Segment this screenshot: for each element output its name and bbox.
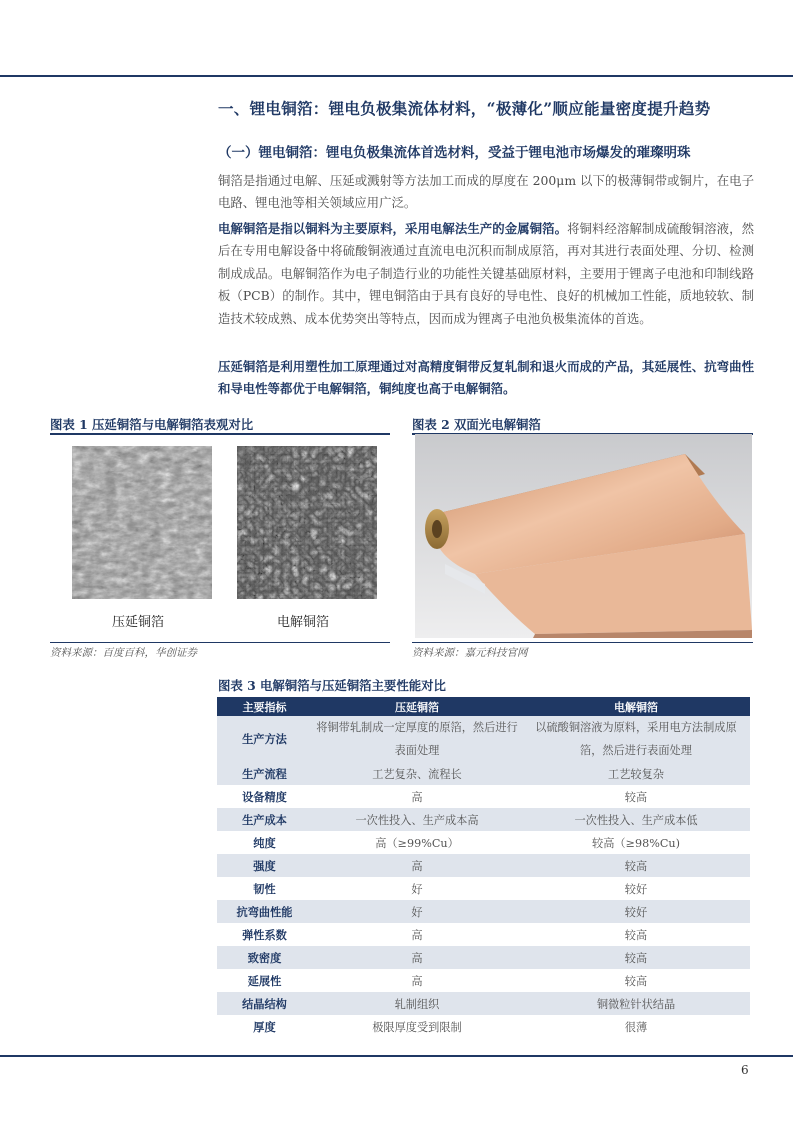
table-row <box>217 1015 750 1038</box>
rolled-foil-value: 轧制组织 <box>312 992 522 1015</box>
rolled-foil-value: 高 <box>411 790 423 804</box>
electrolytic-foil-value: 铜微粒针状结晶 <box>522 992 750 1015</box>
figure2-title: 图表 2 双面光电解铜箔 <box>412 417 541 432</box>
row-label: 厚度 <box>253 1019 276 1034</box>
row-label: 纯度 <box>253 835 276 850</box>
table-header-row <box>217 697 750 716</box>
subsection-title: （一）锂电铜箔：锂电负极集流体首选材料，受益于锂电池市场爆发的璀璨明珠 <box>218 145 691 161</box>
row-label: 设备精度 <box>242 789 287 804</box>
figure1-title-rule <box>50 433 390 435</box>
electrolytic-foil-value: 以硫酸铜溶液为原料，采用电方法制成原箔，然后进行表面处理 <box>522 716 750 762</box>
copper-foil-roll-photo <box>415 434 752 638</box>
electrolytic-foil-sem-image <box>237 446 377 599</box>
performance-comparison-table <box>217 697 750 1038</box>
row-label: 弹性系数 <box>242 927 287 942</box>
paragraph-electrolytic-foil <box>218 218 754 330</box>
row-label: 延展性 <box>247 973 282 988</box>
rolled-foil-value: 高 <box>312 854 522 877</box>
row-label: 致密度 <box>217 946 312 969</box>
table-row <box>217 877 750 900</box>
row-label: 结晶结构 <box>217 992 312 1015</box>
row-label: 生产成本 <box>217 808 312 831</box>
rolled-foil-value: 高 <box>411 928 423 942</box>
table-row <box>217 969 750 992</box>
table-row <box>217 762 750 785</box>
electrolytic-foil-value: 较高 <box>624 974 648 988</box>
row-label: 生产方法 <box>217 716 312 762</box>
figure1-title: 图表 1 压延铜箔与电解铜箔表观对比 <box>50 417 254 432</box>
rolled-foil-value: 好 <box>411 882 423 896</box>
figure3-title: 图表 3 电解铜箔与压延铜箔主要性能对比 <box>218 678 446 693</box>
rolled-foil-value: 将铜带轧制成一定厚度的原箔，然后进行表面处理 <box>312 716 522 762</box>
rolled-foil-value: 高（≥99%Cu） <box>375 836 459 850</box>
electrolytic-foil-value: 较高（≥98%Cu) <box>592 836 680 850</box>
footer-rule <box>0 1055 793 1057</box>
figure1-source-rule <box>50 642 390 643</box>
rolled-foil-value: 好 <box>312 900 522 923</box>
rolled-foil-value: 高 <box>312 946 522 969</box>
table-row <box>217 946 750 969</box>
page-number: 6 <box>741 1063 749 1077</box>
header-indicator: 主要指标 <box>217 697 312 716</box>
header-rule <box>0 75 793 77</box>
electrolytic-foil-value: 一次性投入、生产成本低 <box>522 808 750 831</box>
electrolytic-foil-value: 较好 <box>624 882 648 896</box>
table-row <box>217 854 750 877</box>
paragraph-rolled-foil: 压延铜箔是利用塑性加工原理通过对高精度铜带反复轧制和退火而成的产品，其延展性、抗弯曲性和导电性等都优于电解铜箔，铜纯度也高于电解铜箔。 <box>218 359 754 397</box>
electrolytic-foil-value: 很薄 <box>624 1020 648 1034</box>
rolled-foil-value: 极限厚度受到限制 <box>372 1020 462 1034</box>
table-row <box>217 992 750 1015</box>
header-electrolytic-foil: 电解铜箔 <box>522 697 750 716</box>
figure2-source: 资料来源：嘉元科技官网 <box>412 647 528 659</box>
rolled-foil-sem-image <box>72 446 212 599</box>
rolled-foil-value: 高 <box>411 974 423 988</box>
table-row <box>217 785 750 808</box>
table-row <box>217 923 750 946</box>
table-row <box>217 831 750 854</box>
electrolytic-foil-value: 工艺较复杂 <box>522 762 750 785</box>
electrolytic-foil-value: 较好 <box>522 900 750 923</box>
figure2-source-rule <box>412 642 753 643</box>
electrolytic-foil-value: 较高 <box>624 928 648 942</box>
electrolytic-foil-value: 较高 <box>624 790 648 804</box>
figure1-source: 资料来源：百度百科，华创证券 <box>50 647 197 659</box>
row-label: 生产流程 <box>217 762 312 785</box>
rolled-foil-label: 压延铜箔 <box>112 615 165 630</box>
header-rolled-foil: 压延铜箔 <box>312 697 522 716</box>
table-row <box>217 716 750 762</box>
electrolytic-foil-value: 较高 <box>522 946 750 969</box>
paragraph-body: 将铜料经溶解制成硫酸铜溶液，然后在专用电解设备中将硫酸铜液通过直流电电沉积而制成原箔，再对其进行表面处理、分切、检测制成成品。电解铜箔作为电子制造行业的功能性关键基础原材料，主要用于锂离子电池和印制线路板（PCB）的制作。其中，锂电铜箔由于具有良好的导电性、良好的机械加工性能，质地较软、制造技术较成熟、成本优势突出等特点，因而成为锂离子电池负极集流体的首选。 <box>218 221 755 326</box>
row-label: 抗弯曲性能 <box>217 900 312 923</box>
paragraph-lead-sentence: 电解铜箔是指以铜料为主要原料，采用电解法生产的金属铜箔。 <box>218 221 568 236</box>
row-label: 强度 <box>217 854 312 877</box>
electrolytic-foil-label: 电解铜箔 <box>277 615 330 630</box>
row-label: 韧性 <box>253 881 276 896</box>
electrolytic-foil-value: 较高 <box>522 854 750 877</box>
table-row <box>217 808 750 831</box>
rolled-foil-value: 工艺复杂、流程长 <box>312 762 522 785</box>
paragraph-copper-foil-definition: 铜箔是指通过电解、压延或溅射等方法加工而成的厚度在 200μm 以下的极薄铜带或铜片，在电子电路、锂电池等相关领域应用广泛。 <box>218 173 754 211</box>
table-row <box>217 900 750 923</box>
section-title: 一、锂电铜箔：锂电负极集流体材料，“极薄化”顺应能量密度提升趋势 <box>218 99 711 118</box>
rolled-foil-value: 一次性投入、生产成本高 <box>312 808 522 831</box>
